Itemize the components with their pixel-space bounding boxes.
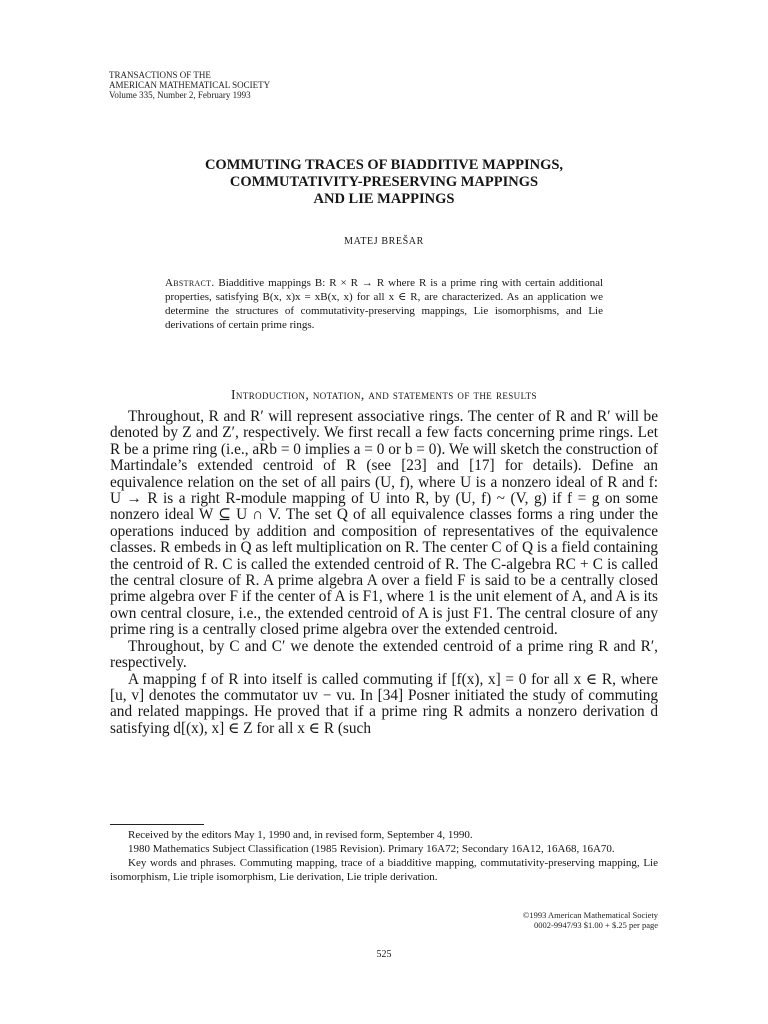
footnote-keywords: Key words and phrases. Commuting mapping, trace of a biadditive mapping, commutativity-preserving mapping, Lie isomorphism, Lie triple isomorphism, Lie derivation, Lie triple derivation. <box>110 857 658 883</box>
title-line-3: AND LIE MAPPINGS <box>313 191 455 207</box>
journal-line-2: AMERICAN MATHEMATICAL SOCIETY <box>109 80 271 90</box>
abstract-lead: Abstract. <box>165 277 215 289</box>
abstract <box>165 276 603 332</box>
page-number: 525 <box>376 949 392 960</box>
title-line-2: COMMUTATIVITY-PRESERVING MAPPINGS <box>229 174 539 190</box>
body-paragraph-1: Throughout, R and R′ will represent associative rings. The center of R and R′ will be denoted by Z and Z′, respectively. We first recall a few facts concerning prime rings. Let R be a prime ring (i.e., aRb = 0 implies a = 0 or b = 0). We will sketch the construction of Martindale’s extended centroid of R (see [23] and [17] for details). Define an equivalence relation on the set of all pairs (U, f), where U is a nonzero ideal of R and f: U → R is a right R-module mapping of U into R, by (U, f) ~ (V, g) if f = g on some nonzero ideal W ⊆ U ∩ V. The set Q of all equivalence classes forms a ring under the operations induced by addition and composition of representatives of the equivalence classes. R embeds in Q as left multiplication on R. The center C of Q is a field containing the centroid of R. C is called the extended centroid of R. The C-algebra RC + C is called the central closure of R. A prime algebra A over a field F is said to be a centrally closed prime algebra over F if the center of A is F1, where 1 is the unit element of A, and A is its own central closure, i.e., the extended centroid of A is just F1. The central closure of any prime ring is a centrally closed prime algebra over the extended centroid. <box>110 408 658 639</box>
footnotes <box>110 828 658 884</box>
abstract-text: Biadditive mappings B: R × R → R where R is a prime ring with certain additional properties, satisfying B(x, x)x = xB(x, x) for all x ∈ R, are characterized. As an application we determine the structures of commutativity-preserving mappings, Lie isomorphisms, and Lie derivations of certain prime rings. <box>165 277 604 331</box>
body-paragraph-3: A mapping f of R into itself is called commuting if [f(x), x] = 0 for all x ∈ R, where [u, v] denotes the commutator uv − vu. In [34] Posner initiated the study of commuting and related mappings. He proved that if a prime ring R admits a nonzero derivation d satisfying d[(x), x] ∈ Z for all x ∈ R (such <box>110 670 658 737</box>
author-name: MATEJ BREŠAR <box>344 236 424 247</box>
journal-line-1: TRANSACTIONS OF THE <box>109 70 211 80</box>
journal-header <box>109 70 270 100</box>
copyright-line-1: ©1993 American Mathematical Society <box>522 910 658 920</box>
body-text <box>110 409 658 737</box>
copyright-line-2: 0002-9947/93 $1.00 + $.25 per page <box>533 920 658 930</box>
body-paragraph-2: Throughout, by C and C′ we denote the extended centroid of a prime ring R and R′, respectively. <box>110 637 658 672</box>
footnote-received: Received by the editors May 1, 1990 and, in revised form, September 4, 1990. <box>128 829 473 841</box>
journal-line-3: Volume 335, Number 2, February 1993 <box>109 90 251 100</box>
title-line-1: COMMUTING TRACES OF BIADDITIVE MAPPINGS, <box>204 157 564 173</box>
paper-title <box>100 157 668 208</box>
footnote-classification: 1980 Mathematics Subject Classification (1985 Revision). Primary 16A72; Secondary 16A12, 16A68, 16A70. <box>128 843 615 855</box>
copyright-notice <box>523 910 658 930</box>
section-title: Introduction, notation, and statements of the results <box>231 387 537 402</box>
footnote-rule <box>110 824 204 825</box>
